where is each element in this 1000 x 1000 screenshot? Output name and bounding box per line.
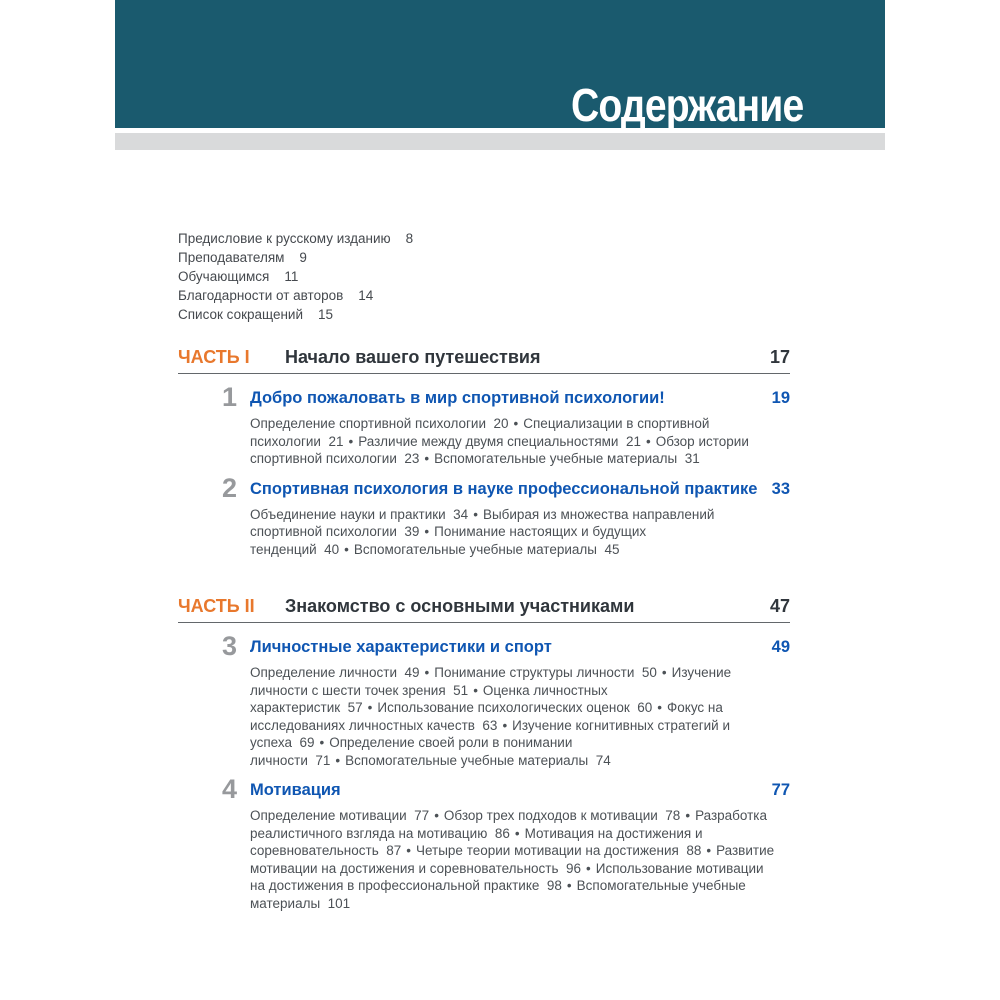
topic-entry: Объединение науки и практики 34 [250, 506, 469, 522]
front-matter-page-number: 14 [358, 288, 374, 303]
chapter-page-number: 19 [771, 389, 790, 407]
front-matter-page-number: 9 [299, 250, 307, 265]
topic-separator: • [434, 808, 439, 823]
chapter-heading [250, 388, 790, 408]
chapter-entry-3 [178, 631, 790, 769]
topic-separator: • [645, 433, 651, 449]
part-page-number: 17 [769, 347, 790, 367]
chapter-entry-2 [178, 472, 790, 559]
front-matter-item [178, 305, 790, 324]
front-matter-item [178, 248, 790, 267]
part-title: Знакомство с основными участниками [285, 596, 635, 616]
topic-separator: • [344, 541, 349, 557]
chapter-topics [250, 415, 777, 468]
topic-entry: Выбирая из множества направлений спортивной психологии 39 [250, 506, 715, 539]
topic-separator: • [473, 682, 478, 698]
topic-separator: • [424, 524, 430, 539]
topic-entry: Понимание структуры личности 50 [434, 665, 657, 680]
part-heading [178, 596, 790, 623]
topic-entry: Развитие мотивации на достижения и соревновательность 96 [250, 843, 775, 876]
chapter-number: 2 [221, 472, 237, 503]
topic-entry: Мотивация на достижения и соревновательность 87 [250, 825, 703, 858]
chapter-title: Спортивная психология в науке профессиональной практике [250, 479, 758, 498]
chapter-main [250, 637, 790, 769]
topic-separator: • [335, 752, 341, 768]
topic-entry: Четыре теории мотивации на достижения 88 [415, 843, 702, 858]
topic-entry: Вспомогательные учебные материалы 31 [434, 451, 700, 466]
front-matter-item [178, 229, 790, 248]
topic-separator: • [424, 665, 430, 680]
part-section-1 [178, 347, 790, 558]
header-band [115, 0, 885, 131]
front-matter-item [178, 286, 790, 305]
topic-entry: Различие между двумя специальностями 21 [358, 433, 641, 449]
topic-entry: Разработка реалистичного взгляда на мотивацию 86 [250, 808, 768, 841]
chapter-main [250, 388, 790, 468]
topic-entry: Специализации в спортивной психологии 21 [250, 416, 710, 449]
chapter-number: 1 [221, 382, 237, 412]
topic-entry: Обзор трех подходов к мотивации 78 [443, 808, 681, 823]
chapter-topics [250, 506, 777, 559]
front-matter-label: Благодарности от авторов [178, 288, 344, 303]
header-accent-strip [115, 133, 885, 150]
topic-separator: • [424, 451, 430, 466]
chapter-page-number: 49 [771, 638, 790, 656]
topic-separator: • [319, 735, 325, 750]
topic-separator: • [348, 433, 354, 449]
chapter-page-number: 33 [771, 479, 790, 498]
topic-entry: Определение личности 49 [250, 665, 420, 680]
topic-entry: Определение мотивации 77 [250, 808, 430, 823]
topic-separator: • [406, 843, 411, 858]
topic-entry: Вспомогательные учебные материалы 101 [250, 878, 746, 911]
page-title: Содержание [570, 79, 803, 131]
chapter-page-number: 77 [771, 781, 790, 799]
chapter-number: 3 [221, 631, 237, 661]
topic-entry: Определение спортивной психологии 20 [250, 416, 509, 431]
chapter-topics [250, 664, 777, 769]
front-matter-item [178, 267, 790, 286]
chapter-main [250, 780, 790, 912]
chapter-title: Личностные характеристики и спорт [250, 638, 552, 656]
chapter-title: Добро пожаловать в мир спортивной психологии! [250, 389, 665, 407]
topic-entry: Обзор истории спортивной психологии 23 [250, 433, 749, 466]
topic-entry: Определение своей роли в понимании личности 71 [250, 735, 573, 768]
topic-entry: Изучение когнитивных стратегий и успеха 69 [250, 717, 730, 750]
topic-separator: • [657, 700, 662, 715]
front-matter-label: Преподавателям [178, 250, 285, 265]
chapter-topics [250, 807, 777, 912]
topic-separator: • [586, 860, 591, 876]
topic-entry: Понимание настоящих и будущих тенденций 40 [250, 524, 647, 557]
topic-separator: • [661, 665, 667, 680]
topic-separator: • [513, 416, 519, 431]
front-matter-label: Список сокращений [178, 307, 304, 322]
topic-entry: Использование мотивации на достижения в профессиональной практике 98 [250, 860, 764, 893]
part-title: Начало вашего путешествия [285, 347, 541, 367]
chapter-title: Мотивация [250, 781, 341, 799]
front-matter-label: Обучающимся [178, 269, 270, 284]
part-heading [178, 347, 790, 374]
topic-separator: • [685, 808, 691, 823]
chapter-entry-4 [178, 774, 790, 912]
topic-entry: Изучение личности с шести точек зрения 51 [250, 665, 732, 698]
chapter-main [250, 479, 790, 559]
topic-separator: • [473, 506, 478, 522]
chapter-heading [250, 479, 790, 499]
front-matter-page-number: 8 [405, 231, 414, 246]
topic-separator: • [502, 717, 508, 733]
part-section-2 [178, 596, 790, 912]
topic-separator: • [367, 700, 373, 715]
front-matter-list [178, 229, 790, 324]
chapter-heading [250, 637, 790, 657]
topic-entry: Вспомогательные учебные материалы 45 [353, 541, 620, 557]
chapter-entry-1 [178, 382, 790, 468]
topic-entry: Оценка личностных характеристик 57 [250, 682, 608, 715]
part-page-number: 47 [769, 596, 790, 616]
chapter-heading [250, 780, 790, 800]
topic-entry: Фокус на исследованиях личностных качеств 63 [250, 700, 723, 733]
front-matter-label: Предисловие к русскому изданию [178, 231, 391, 246]
part-label: ЧАСТЬ II [178, 596, 255, 616]
topic-entry: Вспомогательные учебные материалы 74 [345, 752, 611, 768]
topic-entry: Использование психологических оценок 60 [377, 700, 653, 715]
topic-separator: • [706, 843, 712, 858]
topic-separator: • [566, 878, 572, 893]
front-matter-page-number: 11 [284, 269, 299, 284]
topic-separator: • [514, 825, 520, 841]
chapter-number: 4 [221, 774, 237, 804]
toc-content [178, 229, 790, 912]
part-label: ЧАСТЬ I [178, 347, 250, 367]
front-matter-page-number: 15 [318, 307, 334, 322]
